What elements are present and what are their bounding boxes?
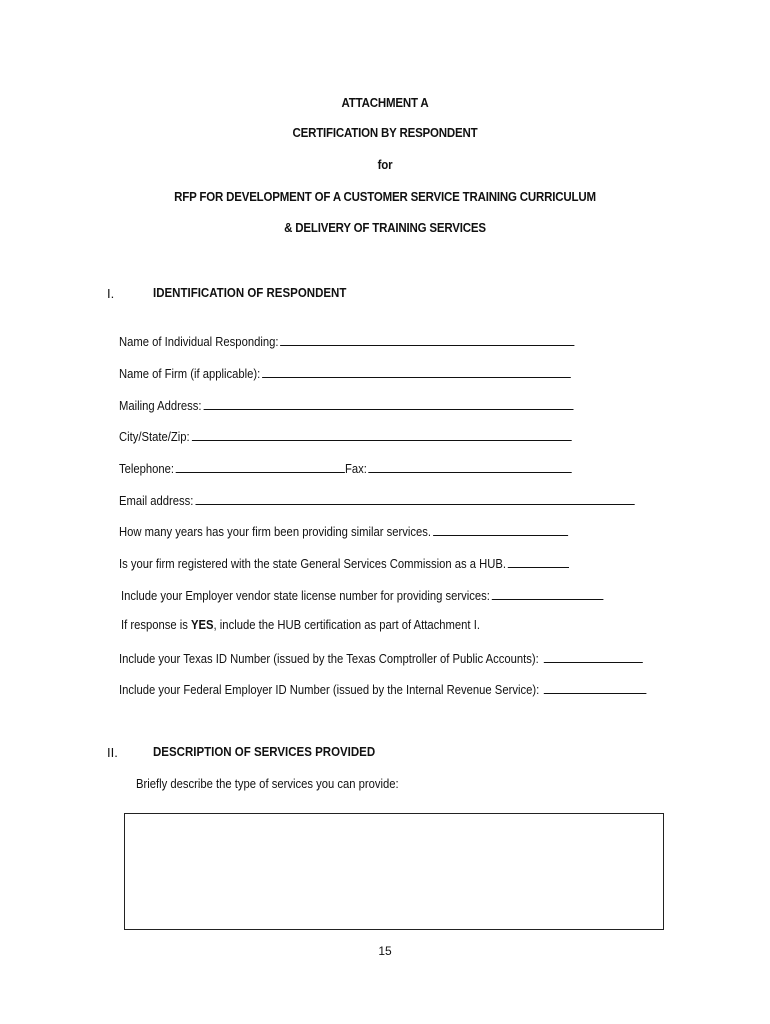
rfp-title: RFP FOR DEVELOPMENT OF A CUSTOMER SERVICE TRAINING CURRICULUM xyxy=(174,190,596,204)
firm-blank[interactable] xyxy=(262,365,571,378)
note-prefix: If response is xyxy=(121,618,188,632)
telephone-blank[interactable] xyxy=(176,460,345,473)
texas-id-field[interactable] xyxy=(119,650,643,666)
hub-blank[interactable] xyxy=(508,555,569,568)
city-blank[interactable] xyxy=(191,428,571,441)
field-label: Include your Federal Employer ID Number (issued by the Internal Revenue Service): xyxy=(119,683,540,697)
section-title: DESCRIPTION OF SERVICES PROVIDED xyxy=(153,745,376,759)
telephone-fax-field[interactable] xyxy=(119,460,572,476)
field-label: Mailing Address: xyxy=(119,399,202,413)
field-label: Email address: xyxy=(119,494,194,508)
rfp-subtitle: & DELIVERY OF TRAINING SERVICES xyxy=(284,221,486,235)
license-field[interactable] xyxy=(121,587,603,603)
yes-bold: YES xyxy=(191,618,214,632)
field-label: Is your firm registered with the state General Services Commission as a HUB. xyxy=(119,557,507,571)
field-label: Include your Employer vendor state license number for providing services: xyxy=(121,589,490,603)
field-label: City/State/Zip: xyxy=(119,430,190,444)
texas-id-blank[interactable] xyxy=(544,650,643,663)
fax-label: Fax: xyxy=(345,462,367,476)
section-title: IDENTIFICATION OF RESPONDENT xyxy=(153,286,347,300)
firm-field[interactable] xyxy=(119,365,571,381)
field-label: Name of Individual Responding: xyxy=(119,335,279,349)
mailing-field[interactable] xyxy=(119,397,573,413)
fax-blank[interactable] xyxy=(369,460,572,473)
federal-id-field[interactable] xyxy=(119,681,647,697)
for-text: for xyxy=(377,158,393,172)
city-field[interactable] xyxy=(119,428,571,444)
individual-field[interactable] xyxy=(119,333,575,349)
page-number: 15 xyxy=(378,944,392,958)
federal-id-blank[interactable] xyxy=(544,681,647,694)
services-prompt: Briefly describe the type of services you can provide: xyxy=(136,777,399,791)
attachment-title: ATTACHMENT A xyxy=(341,96,429,110)
email-blank[interactable] xyxy=(195,492,634,505)
individual-blank[interactable] xyxy=(280,333,574,346)
years-blank[interactable] xyxy=(433,523,568,536)
hub-field[interactable] xyxy=(119,555,569,571)
field-label: Telephone: xyxy=(119,462,175,476)
services-description-box[interactable] xyxy=(124,813,664,930)
section-number: II. xyxy=(107,745,118,760)
section-number: I. xyxy=(107,286,115,301)
field-label: How many years has your firm been providing similar services. xyxy=(119,525,431,539)
license-blank[interactable] xyxy=(492,587,604,600)
email-field[interactable] xyxy=(119,492,634,508)
field-label: Include your Texas ID Number (issued by the Texas Comptroller of Public Accounts): xyxy=(119,652,539,666)
certification-title: CERTIFICATION BY RESPONDENT xyxy=(292,126,478,140)
hub-note xyxy=(121,618,480,632)
years-field[interactable] xyxy=(119,523,568,539)
note-suffix: , include the HUB certification as part of Attachment I. xyxy=(213,618,480,632)
field-label: Name of Firm (if applicable): xyxy=(119,367,261,381)
mailing-blank[interactable] xyxy=(203,397,573,410)
